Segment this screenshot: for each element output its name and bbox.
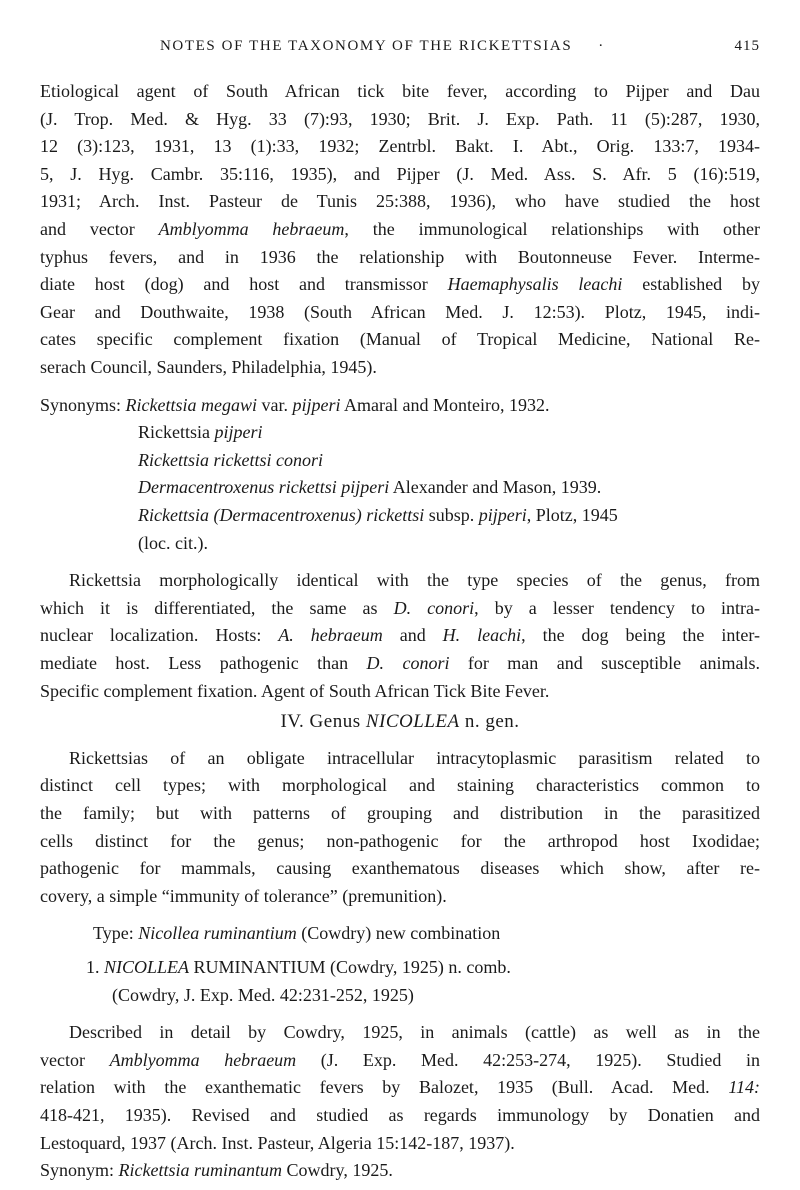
text-line: typhus fevers, and in 1936 the relationship with Boutonneuse Fever. Interme- bbox=[40, 246, 760, 267]
page-number: 415 bbox=[734, 38, 760, 54]
text-line: Lestoquard, 1937 (Arch. Inst. Pasteur, Algeria 15:142-187, 1937). bbox=[40, 1132, 515, 1153]
text-line: serach Council, Saunders, Philadelphia, 1945). bbox=[40, 357, 377, 377]
text-line: Specific complement fixation. Agent of South African Tick Bite Fever. bbox=[40, 680, 550, 701]
synonym-entry: Rickettsia (Dermacentroxenus) rickettsi subsp. pijperi, Plotz, 1945 bbox=[138, 505, 618, 525]
text-line: which it is differentiated, the same as D. conori, by a lesser tendency to intra- bbox=[40, 597, 760, 618]
synonym-entry: Rickettsia rickettsi conori bbox=[138, 449, 323, 470]
synonym-entry: (loc. cit.). bbox=[138, 532, 208, 553]
section-heading: IV. Genus NICOLLEA n. gen. bbox=[280, 711, 520, 733]
species-heading: 1. NICOLLEA RUMINANTIUM (Cowdry, 1925) n. comb. bbox=[86, 957, 511, 977]
running-head-title: NOTES OF THE TAXONOMY OF THE RICKETTSIAS bbox=[160, 38, 573, 54]
text-line: and vector Amblyomma hebraeum, the immunological relationships with other bbox=[40, 219, 760, 239]
synonym-entry: Dermacentroxenus rickettsi pijperi Alexander and Mason, 1939. bbox=[138, 477, 602, 498]
text-line: 418-421, 1935). Revised and studied as regards immunology by Donatien and bbox=[40, 1105, 760, 1125]
text-line: 12 (3):123, 1931, 13 (1):33, 1932; Zentrbl. Bakt. I. Abt., Orig. 133:7, 1934- bbox=[40, 136, 760, 157]
text-line: (J. Trop. Med. & Hyg. 33 (7):93, 1930; Brit. J. Exp. Path. 11 (5):287, 1930, bbox=[40, 108, 760, 129]
text-line: Rickettsias of an obligate intracellular intracytoplasmic parasitism related to bbox=[69, 747, 760, 768]
text-line: 1931; Arch. Inst. Pasteur de Tunis 25:388, 1936), who have studied the host bbox=[40, 191, 760, 212]
book-page bbox=[40, 0, 760, 1190]
type-line: Type: Nicollea ruminantium (Cowdry) new combination bbox=[93, 923, 501, 944]
text-line: distinct cell types; with morphological and staining characteristics common to bbox=[40, 775, 760, 796]
text-line: cates specific complement fixation (Manual of Tropical Medicine, National Re- bbox=[40, 329, 760, 350]
species-citation: (Cowdry, J. Exp. Med. 42:231-252, 1925) bbox=[112, 984, 414, 1005]
text-line: 5, J. Hyg. Cambr. 35:116, 1935), and Pijper (J. Med. Ass. S. Afr. 5 (16):519, bbox=[40, 163, 760, 184]
text-line: covery, a simple “immunity of tolerance” (premunition). bbox=[40, 885, 447, 906]
text-line: Rickettsia morphologically identical with the type species of the genus, from bbox=[69, 570, 760, 591]
text-line: diate host (dog) and host and transmissor Haemaphysalis leachi established by bbox=[40, 274, 760, 295]
text-line: vector Amblyomma hebraeum (J. Exp. Med. 42:253-274, 1925). Studied in bbox=[40, 1049, 760, 1070]
text-line: pathogenic for mammals, causing exanthematous diseases which show, after re- bbox=[40, 858, 760, 879]
text-line: cells distinct for the genus; non-pathogenic for the arthropod host Ixodidae; bbox=[40, 830, 760, 851]
synonym-entry: Rickettsia pijperi bbox=[138, 422, 263, 443]
text-line: Described in detail by Cowdry, 1925, in animals (cattle) as well as in the bbox=[69, 1022, 760, 1043]
text-line: nuclear localization. Hosts: A. hebraeum and H. leachi, the dog being the inter- bbox=[40, 625, 760, 646]
text-line: mediate host. Less pathogenic than D. conori for man and susceptible animals. bbox=[40, 653, 761, 673]
text-line: Etiological agent of South African tick bite fever, according to Pijper and Dau bbox=[40, 81, 760, 101]
synonyms-line: Synonyms: Rickettsia megawi var. pijperi Amaral and Monteiro, 1932. bbox=[40, 394, 550, 415]
running-head-separator: · bbox=[598, 38, 605, 54]
text-line: Gear and Douthwaite, 1938 (South African Med. J. 12:53). Plotz, 1945, indi- bbox=[40, 301, 760, 322]
text-line: the family; but with patterns of grouping and distribution in the parasitized bbox=[40, 803, 760, 823]
synonym-line: Synonym: Rickettsia ruminantum Cowdry, 1925. bbox=[40, 1160, 393, 1181]
running-head bbox=[160, 38, 760, 55]
text-line: relation with the exanthematic fevers by Balozet, 1935 (Bull. Acad. Med. 114: bbox=[40, 1077, 760, 1098]
